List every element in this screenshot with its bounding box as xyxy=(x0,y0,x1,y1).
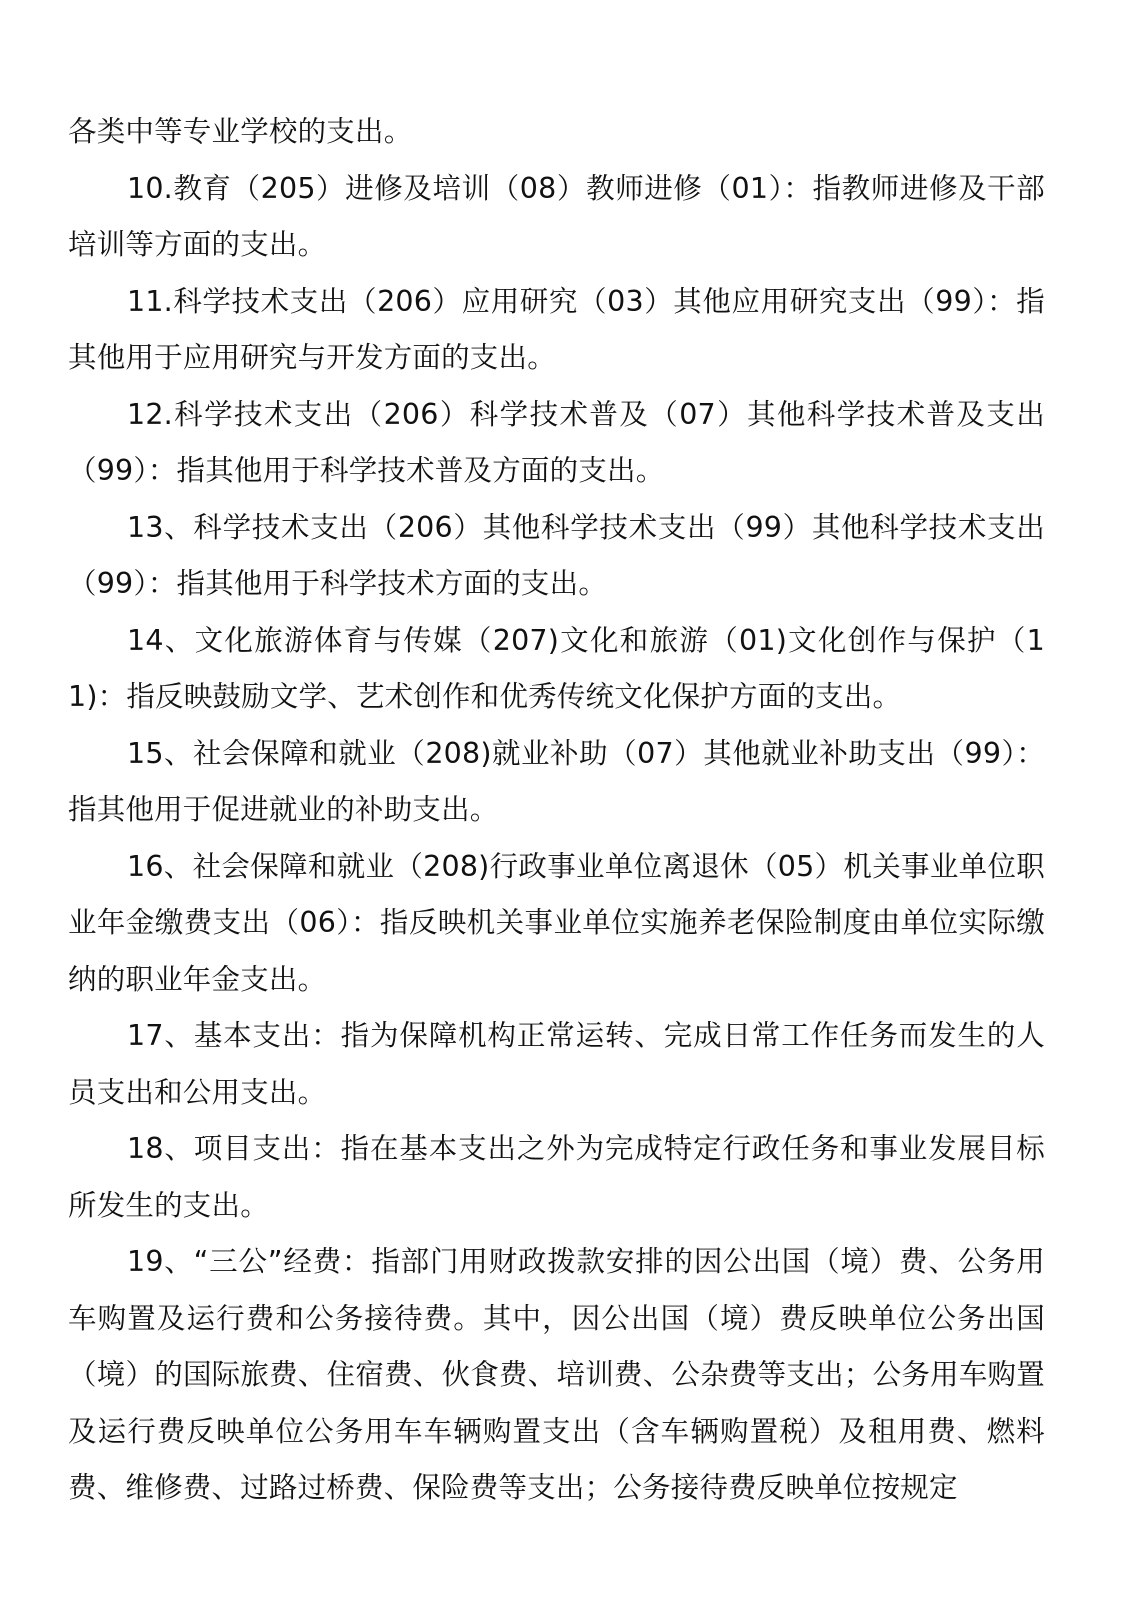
paragraph-item-13: 13、科学技术支出（206）其他科学技术支出（99）其他科学技术支出（99）：指其他用于科学技术方面的支出。 xyxy=(68,510,1045,600)
paragraph-item-17: 17、基本支出：指为保障机构正常运转、完成日常工作任务而发生的人员支出和公用支出。 xyxy=(68,1019,1045,1109)
paragraph-item-16: 16、社会保障和就业（208)行政事业单位离退休（05）机关事业单位职业年金缴费支出（06）：指反映机关事业单位实施养老保险制度由单位实际缴纳的职业年金支出。 xyxy=(68,849,1045,996)
paragraph-item-18: 18、项目支出：指在基本支出之外为完成特定行政任务和事业发展目标所发生的支出。 xyxy=(68,1132,1045,1222)
paragraph-continuation: 各类中等专业学校的支出。 xyxy=(68,115,413,148)
paragraph-item-12: 12.科学技术支出（206）科学技术普及（07）其他科学技术普及支出（99）：指其他用于科学技术普及方面的支出。 xyxy=(68,397,1045,487)
paragraph-item-10: 10.教育（205）进修及培训（08）教师进修（01）：指教师进修及干部培训等方面的支出。 xyxy=(68,171,1045,261)
paragraph-item-15: 15、社会保障和就业（208)就业补助（07）其他就业补助支出（99）：指其他用于促进就业的补助支出。 xyxy=(68,736,1045,826)
paragraph-item-19: 19、“三公”经费：指部门用财政拨款安排的因公出国（境）费、公务用车购置及运行费和公务接待费。其中，因公出国（境）费反映单位公务出国（境）的国际旅费、住宿费、伙食费、培训费、公杂费等支出；公务用车购置及运行费反映单位公务用车车辆购置支出（含车辆购置税）及租用费、燃料费、维修费、过路过桥费、保险费等支出；公务接待费反映单位按规定 xyxy=(68,1245,1045,1504)
paragraph-item-14: 14、文化旅游体育与传媒（207)文化和旅游（01)文化创作与保护（11)：指反映鼓励文学、艺术创作和优秀传统文化保护方面的支出。 xyxy=(68,623,1045,713)
paragraph-item-11: 11.科学技术支出（206）应用研究（03）其他应用研究支出（99）：指其他用于应用研究与开发方面的支出。 xyxy=(68,284,1045,374)
